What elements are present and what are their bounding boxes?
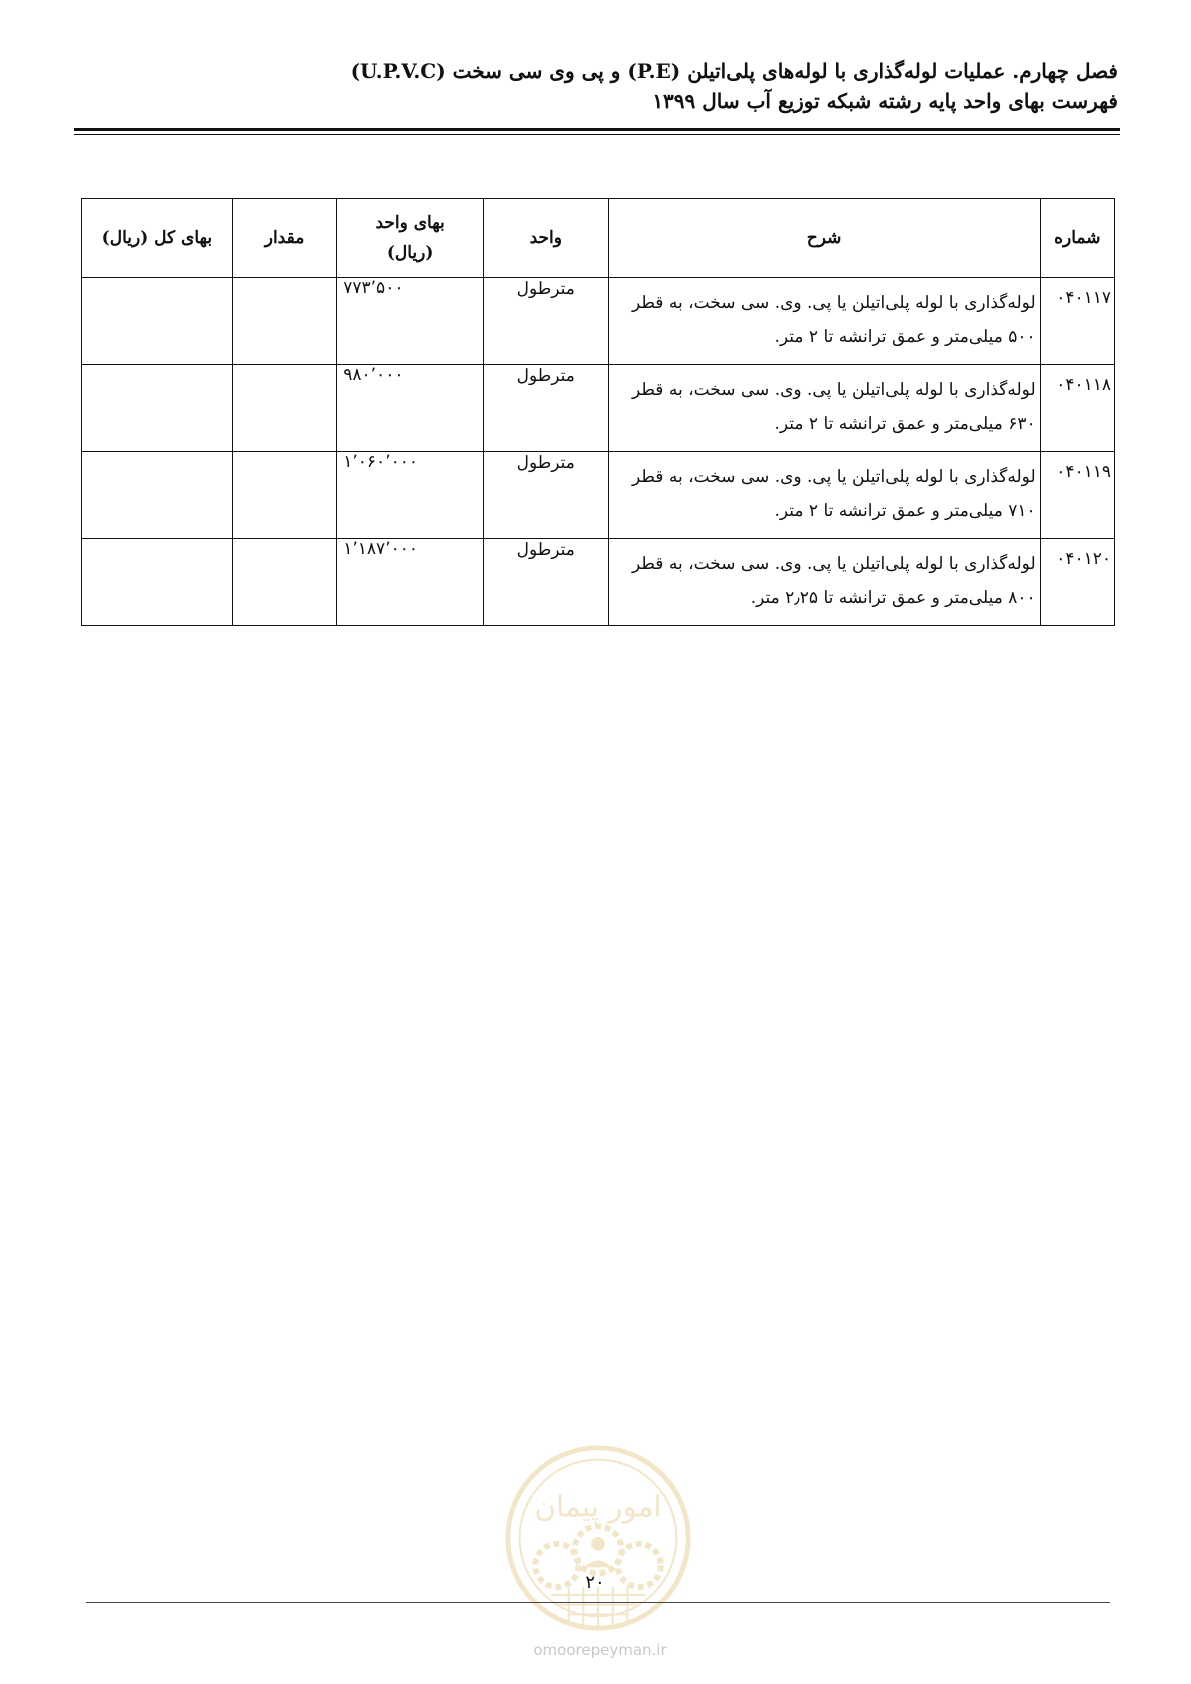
header-unit-price-label: بهای واحد <box>375 213 445 233</box>
item-unit <box>483 452 608 539</box>
item-quantity <box>232 365 337 452</box>
item-total-price <box>82 278 233 365</box>
item-unit-price <box>337 365 484 452</box>
item-description: لوله‌گذاری با لوله پلی‌اتیلن یا پی. وی. سی سخت، به قطر ۷۱۰ میلی‌متر و عمق ترانشه تا ۲ متر. <box>608 452 1040 539</box>
header-quantity: مقدار <box>232 199 337 278</box>
header-unit: واحد <box>483 199 608 278</box>
item-number: ۰۴۰۱۱۷ <box>1040 278 1114 365</box>
item-number: ۰۴۰۱۱۹ <box>1040 452 1114 539</box>
item-unit-text: مترطول <box>516 540 575 560</box>
item-total-price <box>82 365 233 452</box>
item-total-price <box>82 539 233 626</box>
header-unit-price-currency: (ریال) <box>386 243 434 263</box>
document-title: فهرست بهای واحد پایه رشته شبکه توزیع آب سال ۱۳۹۹ <box>652 89 1118 113</box>
watermark-logo <box>500 1440 696 1636</box>
header-number: شماره <box>1040 199 1114 278</box>
item-unit <box>483 539 608 626</box>
item-unit-text: مترطول <box>516 366 575 386</box>
item-number: ۰۴۰۱۲۰ <box>1040 539 1114 626</box>
item-unit-price <box>337 539 484 626</box>
table-row <box>82 539 1115 626</box>
item-unit-price <box>337 278 484 365</box>
watermark-site: omoorepeyman.ir <box>533 1641 667 1659</box>
header-unit-price <box>337 199 484 278</box>
table-header-row <box>82 199 1115 278</box>
item-quantity <box>232 539 337 626</box>
item-unit-text: مترطول <box>516 453 575 473</box>
header-rule-thin <box>74 134 1120 135</box>
item-description: لوله‌گذاری با لوله پلی‌اتیلن یا پی. وی. سی سخت، به قطر ۸۰۰ میلی‌متر و عمق ترانشه تا ۲٫۲۵ متر. <box>608 539 1040 626</box>
page-header <box>76 56 1118 116</box>
item-unit-price-text: ۷۷۳٬۵۰۰ <box>343 278 404 298</box>
watermark-logo-text: امور پیمان <box>534 1489 662 1524</box>
header-total-price: بهای کل (ریال) <box>82 199 233 278</box>
table-row <box>82 278 1115 365</box>
item-quantity <box>232 452 337 539</box>
item-unit <box>483 278 608 365</box>
item-unit-price <box>337 452 484 539</box>
table-row <box>82 365 1115 452</box>
item-number: ۰۴۰۱۱۸ <box>1040 365 1114 452</box>
item-unit-price-text: ۹۸۰٬۰۰۰ <box>343 365 404 385</box>
chapter-title: فصل چهارم. عملیات لوله‌گذاری با لوله‌های پلی‌اتیلن (P.E) و پی وی سی سخت (U.P.V.C) <box>350 59 1118 83</box>
footer-rule <box>86 1602 1110 1603</box>
header-rule-thick <box>74 128 1120 131</box>
item-unit-text: مترطول <box>516 279 575 299</box>
page-number: ۲۰ <box>585 1572 605 1593</box>
item-unit <box>483 365 608 452</box>
item-description: لوله‌گذاری با لوله پلی‌اتیلن یا پی. وی. سی سخت، به قطر ۶۳۰ میلی‌متر و عمق ترانشه تا ۲ متر. <box>608 365 1040 452</box>
item-description: لوله‌گذاری با لوله پلی‌اتیلن یا پی. وی. سی سخت، به قطر ۵۰۰ میلی‌متر و عمق ترانشه تا ۲ متر. <box>608 278 1040 365</box>
table-row <box>82 452 1115 539</box>
item-total-price <box>82 452 233 539</box>
item-quantity <box>232 278 337 365</box>
item-unit-price-text: ۱٬۱۸۷٬۰۰۰ <box>343 539 418 559</box>
price-list-table <box>81 198 1115 626</box>
item-unit-price-text: ۱٬۰۶۰٬۰۰۰ <box>343 452 418 472</box>
header-description: شرح <box>608 199 1040 278</box>
